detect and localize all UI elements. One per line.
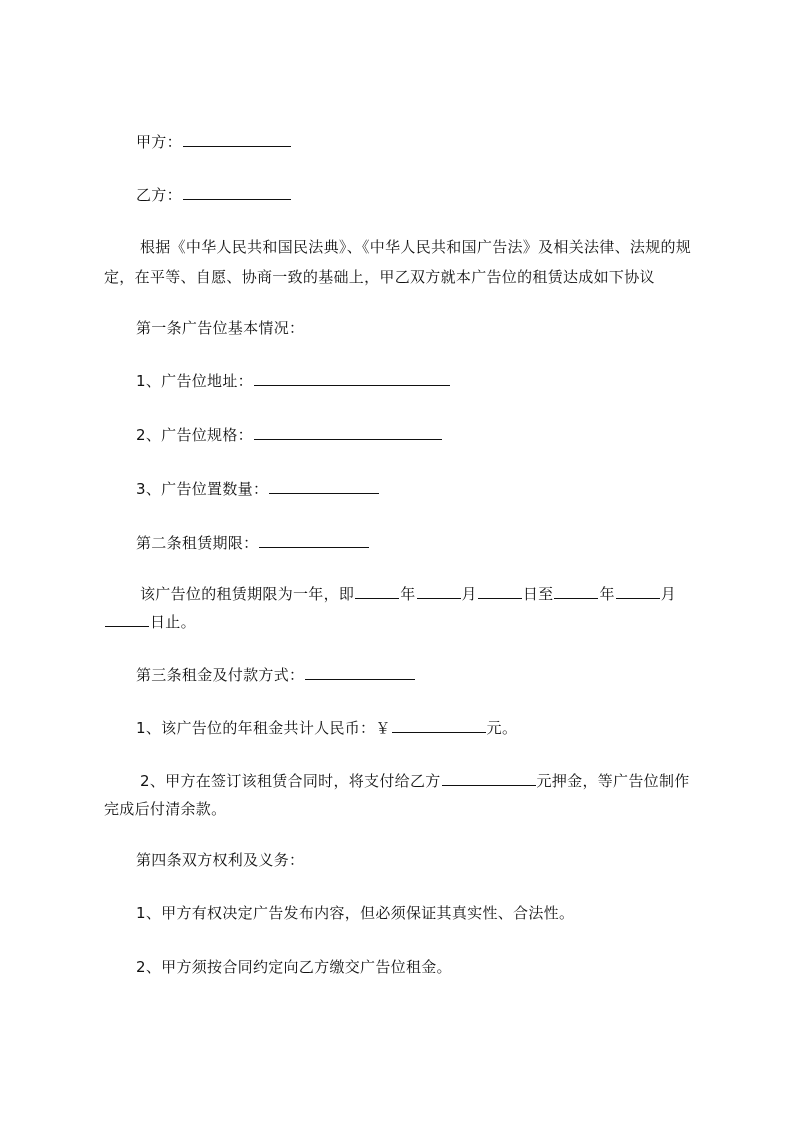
month-label: 月 — [461, 585, 477, 603]
term-line — [140, 580, 712, 608]
address-label: 1、广告位地址： — [136, 372, 253, 390]
day-end-label: 日止。 — [150, 613, 196, 631]
party-b-label: 乙方： — [136, 186, 182, 204]
article1-item3-line — [136, 475, 712, 503]
term-blank — [259, 531, 369, 548]
quantity-label: 3、广告位置数量： — [136, 480, 269, 498]
article2-title-line — [136, 529, 712, 557]
term-line-2 — [104, 608, 712, 636]
article3-item2-cont: 完成后付清余款。 — [104, 800, 227, 818]
article3-title-line — [136, 661, 712, 689]
yuan-label: 元。 — [486, 719, 518, 737]
article3-title: 第三条租金及付款方式： — [136, 666, 305, 684]
year-label: 年 — [400, 585, 416, 603]
article1-item1-line — [136, 367, 712, 395]
preamble-paragraph — [104, 232, 708, 292]
article2-title: 第二条租赁期限： — [136, 534, 259, 552]
rent-amount-blank — [392, 716, 486, 733]
end-day-blank — [105, 610, 149, 627]
spec-label: 2、广告位规格： — [136, 426, 253, 444]
article3-item2-line — [140, 767, 712, 795]
start-year-blank — [355, 582, 399, 599]
deposit-label: 2、甲方在签订该租赁合同时，将支付给乙方 — [140, 772, 441, 790]
end-month-blank — [616, 582, 660, 599]
article1-item2-line — [136, 421, 712, 449]
rent-label: 1、该广告位的年租金共计人民币：￥ — [136, 719, 391, 737]
year-label-2: 年 — [599, 585, 615, 603]
article4-title: 第四条双方权利及义务： — [136, 851, 305, 869]
start-day-blank — [478, 582, 522, 599]
article1-title: 第一条广告位基本情况： — [136, 319, 305, 337]
start-month-blank — [417, 582, 461, 599]
party-b-blank — [183, 183, 291, 200]
party-b-line — [136, 181, 712, 209]
article3-item1-line — [136, 714, 712, 742]
quantity-blank — [269, 477, 379, 494]
party-a-label: 甲方： — [136, 133, 182, 151]
day-to-label: 日至 — [522, 585, 554, 603]
spec-blank — [254, 423, 442, 440]
article4-item1: 1、甲方有权决定广告发布内容，但必须保证其真实性、合法性。 — [136, 904, 575, 922]
preamble-text: 根据《中华人民共和国民法典》、《中华人民共和国广告法》及相关法律、法规的规定，在平等、自愿、协商一致的基础上，甲乙双方就本广告位的租赁达成如下协议 — [104, 238, 692, 286]
party-a-line — [136, 128, 712, 156]
deposit-tail: 元押金，等广告位制作 — [536, 772, 690, 790]
month-label-2: 月 — [660, 585, 677, 603]
address-blank — [254, 369, 450, 386]
article4-item2: 2、甲方须按合同约定向乙方缴交广告位租金。 — [136, 958, 452, 976]
deposit-amount-blank — [442, 769, 536, 786]
end-year-blank — [554, 582, 598, 599]
payment-blank — [305, 663, 415, 680]
party-a-blank — [183, 130, 291, 147]
term-text: 该广告位的租赁期限为一年，即 — [140, 585, 355, 603]
